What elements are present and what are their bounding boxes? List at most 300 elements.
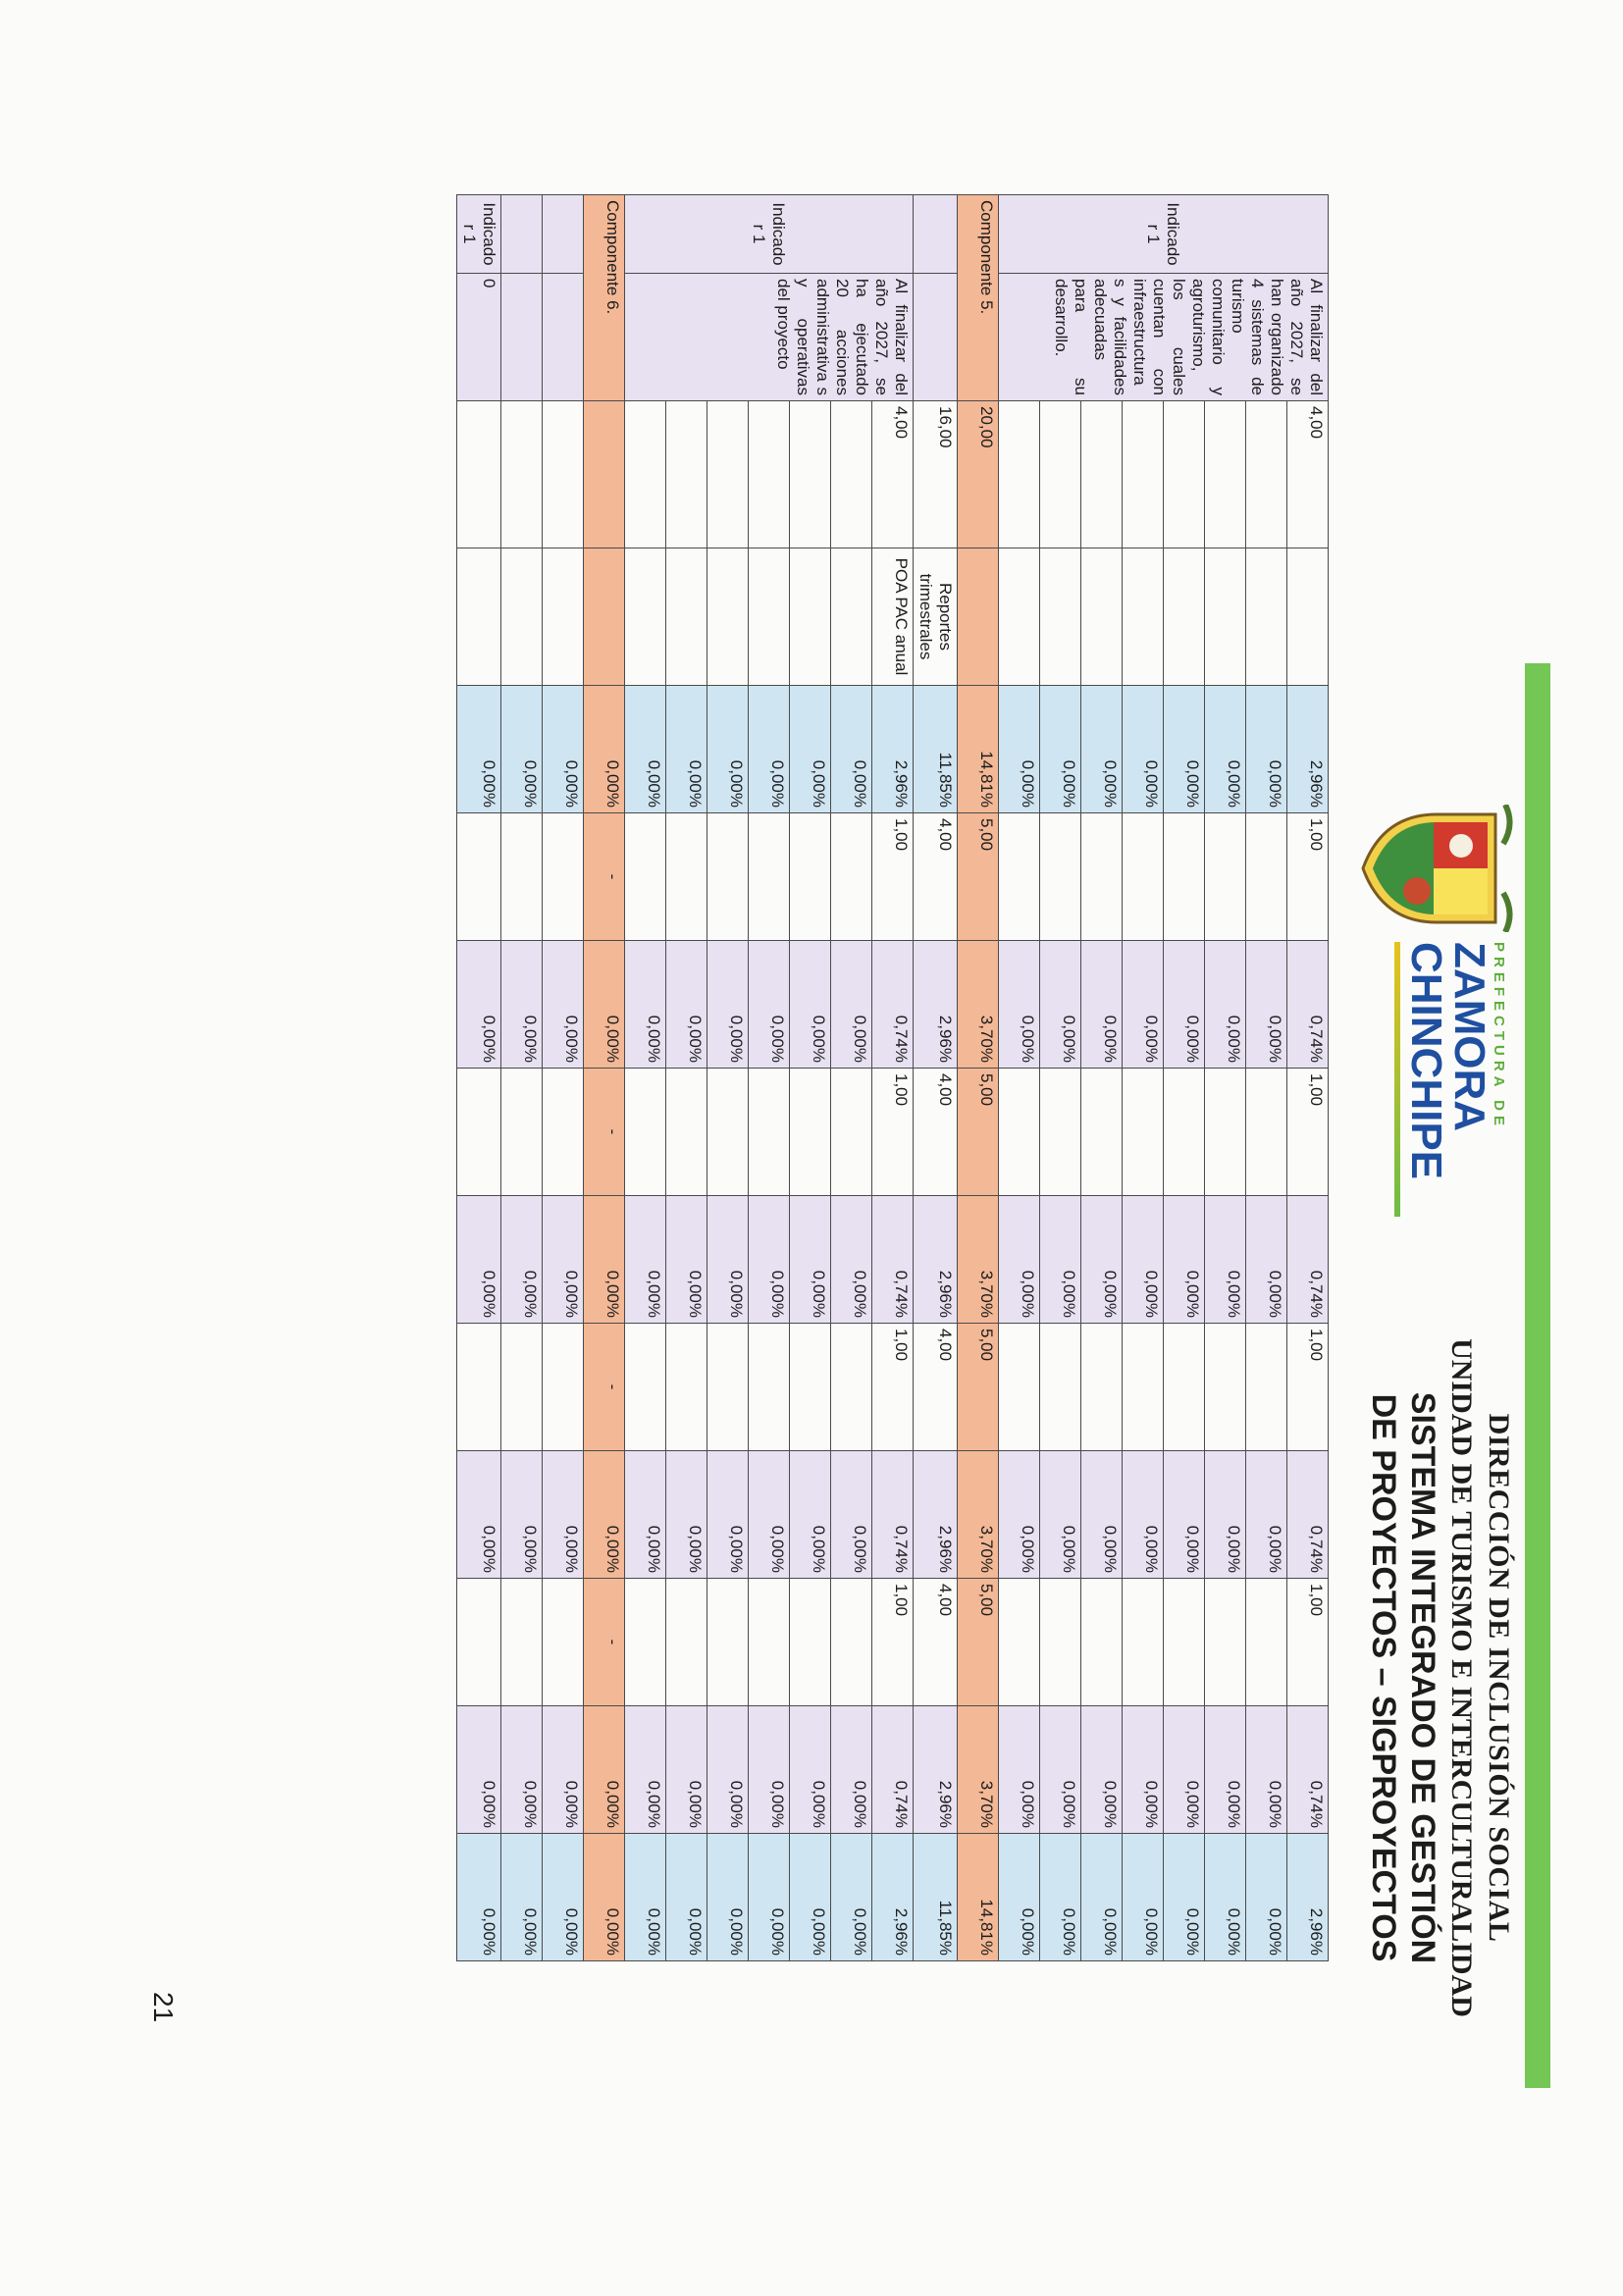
goal-value: 20,00 — [958, 401, 999, 548]
quantity-year-1 — [999, 813, 1040, 941]
percent-year-3: 0,00% — [749, 1196, 790, 1324]
quantity-year-4 — [1205, 1579, 1246, 1706]
percent-total: 0,00% — [999, 1834, 1040, 1961]
quantity-year-3 — [457, 1324, 501, 1451]
header-direction: DIRECCIÓN DE INCLUSIÓN SOCIAL — [1483, 1413, 1515, 1943]
goal-value — [501, 401, 543, 548]
goal-value: 16,00 — [914, 401, 958, 548]
percent-year-3: 0,00% — [625, 1196, 666, 1324]
percent-year-4: 0,74% — [872, 1451, 914, 1579]
quantity-year-1: 1,00 — [1287, 813, 1329, 941]
percent-year-5: 0,00% — [543, 1706, 584, 1834]
percent-year-4: 0,00% — [790, 1451, 831, 1579]
percent-year-2: 0,74% — [1287, 941, 1329, 1069]
percent-total: 0,00% — [1205, 1834, 1246, 1961]
percent-year-2: 0,00% — [584, 941, 625, 1069]
goal-value — [543, 401, 584, 548]
quantity-year-3 — [790, 1324, 831, 1451]
verification-means — [1287, 548, 1329, 686]
quantity-year-1 — [457, 813, 501, 941]
percent-year-3: 0,00% — [1123, 1196, 1164, 1324]
quantity-year-1: - — [584, 813, 625, 941]
percent-year-3: 0,00% — [1040, 1196, 1081, 1324]
percent-year-4: 0,00% — [1081, 1451, 1123, 1579]
percent-year-2: 0,00% — [457, 941, 501, 1069]
quantity-year-4 — [1040, 1579, 1081, 1706]
goal-value — [1164, 401, 1205, 548]
quantity-year-4: 4,00 — [914, 1579, 958, 1706]
percent-year-5: 2,96% — [914, 1706, 958, 1834]
verification-means — [1205, 548, 1246, 686]
quantity-year-3: 4,00 — [914, 1324, 958, 1451]
quantity-year-3 — [1246, 1324, 1287, 1451]
quantity-year-4 — [501, 1579, 543, 1706]
percent-year-3: 0,00% — [1164, 1196, 1205, 1324]
percent-year-4: 0,00% — [831, 1451, 872, 1579]
empty-cell — [914, 195, 958, 274]
quantity-year-3 — [749, 1324, 790, 1451]
verification-means — [543, 548, 584, 686]
quantity-year-4 — [999, 1579, 1040, 1706]
percent-year-1: 0,00% — [790, 686, 831, 813]
quantity-year-4 — [1164, 1579, 1205, 1706]
verification-means — [584, 548, 625, 686]
percent-year-1: 14,81% — [958, 686, 999, 813]
percent-total: 11,85% — [914, 1834, 958, 1961]
quantity-year-4 — [790, 1579, 831, 1706]
percent-year-3: 0,00% — [543, 1196, 584, 1324]
percent-year-3: 0,00% — [666, 1196, 707, 1324]
percent-total: 0,00% — [666, 1834, 707, 1961]
goal-value: 4,00 — [872, 401, 914, 548]
document-header — [1350, 1276, 1517, 2080]
percent-year-4: 0,00% — [1205, 1451, 1246, 1579]
percent-year-3: 0,74% — [872, 1196, 914, 1324]
quantity-year-2 — [999, 1069, 1040, 1196]
header-system: SISTEMA INTEGRADO DE GESTIÓN — [1404, 1391, 1441, 1964]
percent-year-1: 2,96% — [872, 686, 914, 813]
percent-year-3: 0,00% — [1205, 1196, 1246, 1324]
empty-cell — [543, 274, 584, 401]
percent-year-5: 0,00% — [1246, 1706, 1287, 1834]
percent-year-3: 0,00% — [707, 1196, 749, 1324]
quantity-year-3 — [831, 1324, 872, 1451]
percent-year-1: 0,00% — [1081, 686, 1123, 813]
percent-year-4: 2,96% — [914, 1451, 958, 1579]
percent-year-5: 0,00% — [1081, 1706, 1123, 1834]
percent-year-5: 0,00% — [584, 1706, 625, 1834]
percent-total: 0,00% — [1040, 1834, 1081, 1961]
percent-year-5: 0,00% — [501, 1706, 543, 1834]
quantity-year-1 — [1040, 813, 1081, 941]
percent-total: 14,81% — [958, 1834, 999, 1961]
quantity-year-3 — [1205, 1324, 1246, 1451]
logo-name-zamora: ZAMORA — [1445, 942, 1493, 1132]
quantity-year-1 — [1205, 813, 1246, 941]
quantity-year-1 — [707, 813, 749, 941]
quantity-year-2 — [1040, 1069, 1081, 1196]
table-row — [666, 195, 707, 1961]
quantity-year-3 — [501, 1324, 543, 1451]
indicator-description: 0 — [457, 274, 501, 401]
verification-means — [999, 548, 1040, 686]
quantity-year-3: 1,00 — [872, 1324, 914, 1451]
quantity-year-1 — [501, 813, 543, 941]
quantity-year-1 — [666, 813, 707, 941]
quantity-year-2 — [1081, 1069, 1123, 1196]
quantity-year-1 — [749, 813, 790, 941]
percent-year-1: 0,00% — [1123, 686, 1164, 813]
percent-year-4: 0,00% — [457, 1451, 501, 1579]
indicator-table — [456, 194, 1329, 1961]
table-row — [625, 195, 666, 1961]
logo-name-chinchipe: CHINCHIPE — [1402, 942, 1450, 1180]
percent-year-3: 2,96% — [914, 1196, 958, 1324]
percent-year-4: 0,00% — [543, 1451, 584, 1579]
goal-value — [1040, 401, 1081, 548]
percent-year-4: 0,74% — [1287, 1451, 1329, 1579]
quantity-year-3 — [1040, 1324, 1081, 1451]
quantity-year-2 — [707, 1069, 749, 1196]
percent-year-4: 0,00% — [625, 1451, 666, 1579]
percent-year-1: 0,00% — [584, 686, 625, 813]
percent-year-4: 0,00% — [999, 1451, 1040, 1579]
quantity-year-2 — [1164, 1069, 1205, 1196]
quantity-year-4 — [543, 1579, 584, 1706]
verification-means — [707, 548, 749, 686]
percent-year-4: 0,00% — [666, 1451, 707, 1579]
percent-total: 0,00% — [790, 1834, 831, 1961]
goal-value — [749, 401, 790, 548]
quantity-year-4 — [831, 1579, 872, 1706]
percent-year-2: 0,00% — [543, 941, 584, 1069]
goal-value — [831, 401, 872, 548]
percent-year-1: 0,00% — [749, 686, 790, 813]
indicator-label: Indicado r 1 — [457, 195, 501, 274]
percent-year-5: 0,74% — [1287, 1706, 1329, 1834]
quantity-year-3 — [1164, 1324, 1205, 1451]
verification-means — [1081, 548, 1123, 686]
component-row — [958, 195, 999, 1961]
quantity-year-4: 5,00 — [958, 1579, 999, 1706]
goal-value — [999, 401, 1040, 548]
coat-of-arms-icon — [1358, 805, 1515, 932]
percent-year-2: 0,00% — [666, 941, 707, 1069]
quantity-year-4 — [666, 1579, 707, 1706]
percent-year-2: 0,00% — [1246, 941, 1287, 1069]
percent-year-1: 0,00% — [1246, 686, 1287, 813]
green-header-bar — [1525, 663, 1550, 2088]
quantity-year-2 — [749, 1069, 790, 1196]
percent-year-2: 0,00% — [831, 941, 872, 1069]
quantity-year-2 — [1246, 1069, 1287, 1196]
logo-underline — [1394, 942, 1400, 1217]
goal-value — [1123, 401, 1164, 548]
quantity-year-2 — [790, 1069, 831, 1196]
quantity-year-3: - — [584, 1324, 625, 1451]
percent-total: 0,00% — [749, 1834, 790, 1961]
quantity-year-2 — [457, 1069, 501, 1196]
table-row — [790, 195, 831, 1961]
percent-total: 0,00% — [707, 1834, 749, 1961]
verification-means — [457, 548, 501, 686]
quantity-year-3 — [999, 1324, 1040, 1451]
page-number: 21 — [148, 1992, 179, 2023]
percent-total: 2,96% — [1287, 1834, 1329, 1961]
quantity-year-2 — [666, 1069, 707, 1196]
quantity-year-2: 5,00 — [958, 1069, 999, 1196]
percent-year-1: 0,00% — [707, 686, 749, 813]
header-unit: UNIDAD DE TURISMO E INTERCULTURALIDAD — [1445, 1338, 1478, 2017]
percent-year-3: 0,00% — [501, 1196, 543, 1324]
quantity-year-1 — [1164, 813, 1205, 941]
percent-year-4: 0,00% — [1246, 1451, 1287, 1579]
percent-year-4: 0,00% — [501, 1451, 543, 1579]
indicator-description: Al finalizar del año 2027, se han organizado 4 sistemas de turismo comunitario y agroturismo, los cuales cuentan con infraestructura s y facilidades adecuadas para su desarrollo. — [999, 274, 1329, 401]
table-row — [1123, 195, 1164, 1961]
percent-year-1: 11,85% — [914, 686, 958, 813]
table-row — [914, 195, 958, 1961]
percent-year-1: 0,00% — [543, 686, 584, 813]
table-row — [1081, 195, 1123, 1961]
table-row — [543, 195, 584, 1961]
percent-total: 0,00% — [501, 1834, 543, 1961]
table-row — [1205, 195, 1246, 1961]
percent-total: 0,00% — [584, 1834, 625, 1961]
quantity-year-2 — [1123, 1069, 1164, 1196]
verification-means — [666, 548, 707, 686]
goal-value — [584, 401, 625, 548]
quantity-year-3 — [543, 1324, 584, 1451]
percent-total: 0,00% — [1246, 1834, 1287, 1961]
percent-year-5: 0,00% — [749, 1706, 790, 1834]
percent-year-3: 3,70% — [958, 1196, 999, 1324]
percent-year-3: 0,00% — [790, 1196, 831, 1324]
verification-means — [958, 548, 999, 686]
quantity-year-1 — [831, 813, 872, 941]
percent-total: 0,00% — [457, 1834, 501, 1961]
verification-means — [790, 548, 831, 686]
indicator-label: Indicado r 1 — [625, 195, 914, 274]
table-row — [999, 195, 1040, 1961]
goal-value: 4,00 — [1287, 401, 1329, 548]
percent-year-2: 2,96% — [914, 941, 958, 1069]
verification-means — [625, 548, 666, 686]
quantity-year-3 — [666, 1324, 707, 1451]
percent-year-5: 0,00% — [625, 1706, 666, 1834]
empty-cell — [543, 195, 584, 274]
percent-year-1: 0,00% — [999, 686, 1040, 813]
quantity-year-3 — [1081, 1324, 1123, 1451]
verification-means — [831, 548, 872, 686]
goal-value — [457, 401, 501, 548]
quantity-year-1 — [1246, 813, 1287, 941]
percent-year-4: 0,00% — [1040, 1451, 1081, 1579]
percent-year-1: 0,00% — [831, 686, 872, 813]
percent-year-5: 0,00% — [457, 1706, 501, 1834]
quantity-year-3 — [625, 1324, 666, 1451]
percent-total: 0,00% — [1164, 1834, 1205, 1961]
percent-year-2: 0,74% — [872, 941, 914, 1069]
verification-means — [1040, 548, 1081, 686]
table-row — [831, 195, 872, 1961]
percent-year-2: 0,00% — [790, 941, 831, 1069]
percent-year-2: 0,00% — [1081, 941, 1123, 1069]
header-system-2: DE PROYECTOS – SIGPROYECTOS — [1365, 1393, 1402, 1962]
percent-total: 0,00% — [1123, 1834, 1164, 1961]
percent-year-5: 0,00% — [831, 1706, 872, 1834]
goal-value — [707, 401, 749, 548]
quantity-year-4 — [1123, 1579, 1164, 1706]
quantity-year-4 — [1246, 1579, 1287, 1706]
percent-year-5: 0,00% — [999, 1706, 1040, 1834]
percent-year-3: 0,00% — [457, 1196, 501, 1324]
quantity-year-4 — [625, 1579, 666, 1706]
percent-year-2: 0,00% — [1040, 941, 1081, 1069]
percent-year-2: 0,00% — [999, 941, 1040, 1069]
table-row — [1246, 195, 1287, 1961]
percent-year-2: 0,00% — [707, 941, 749, 1069]
table-row — [501, 195, 543, 1961]
percent-year-1: 0,00% — [1205, 686, 1246, 813]
percent-year-4: 0,00% — [1164, 1451, 1205, 1579]
percent-year-5: 0,00% — [1164, 1706, 1205, 1834]
quantity-year-1: 1,00 — [872, 813, 914, 941]
quantity-year-2: 1,00 — [1287, 1069, 1329, 1196]
percent-year-2: 0,00% — [749, 941, 790, 1069]
percent-year-2: 0,00% — [625, 941, 666, 1069]
percent-year-4: 3,70% — [958, 1451, 999, 1579]
percent-year-3: 0,00% — [584, 1196, 625, 1324]
verification-means: POA PAC anual — [872, 548, 914, 686]
percent-year-5: 0,00% — [707, 1706, 749, 1834]
verification-means — [749, 548, 790, 686]
percent-total: 0,00% — [831, 1834, 872, 1961]
verification-means — [1123, 548, 1164, 686]
quantity-year-3 — [707, 1324, 749, 1451]
percent-year-5: 0,00% — [1123, 1706, 1164, 1834]
goal-value — [1081, 401, 1123, 548]
quantity-year-2 — [543, 1069, 584, 1196]
logo-prefix: PREFECTURA DE — [1491, 942, 1507, 1130]
quantity-year-1 — [790, 813, 831, 941]
quantity-year-4: - — [584, 1579, 625, 1706]
percent-year-1: 0,00% — [1040, 686, 1081, 813]
component-row — [584, 195, 625, 1961]
quantity-year-1 — [625, 813, 666, 941]
quantity-year-4 — [749, 1579, 790, 1706]
percent-year-3: 0,00% — [1081, 1196, 1123, 1324]
percent-total: 0,00% — [625, 1834, 666, 1961]
percent-year-5: 0,00% — [1205, 1706, 1246, 1834]
component-label: Componente 5. — [958, 195, 999, 401]
percent-year-1: 0,00% — [1164, 686, 1205, 813]
quantity-year-4 — [1081, 1579, 1123, 1706]
quantity-year-4: 1,00 — [872, 1579, 914, 1706]
percent-year-4: 0,00% — [749, 1451, 790, 1579]
percent-year-2: 0,00% — [501, 941, 543, 1069]
prefectura-logo — [1348, 805, 1515, 1226]
quantity-year-1: 4,00 — [914, 813, 958, 941]
quantity-year-2 — [501, 1069, 543, 1196]
percent-year-4: 0,00% — [1123, 1451, 1164, 1579]
percent-year-3: 0,00% — [999, 1196, 1040, 1324]
quantity-year-4 — [457, 1579, 501, 1706]
goal-value — [1205, 401, 1246, 548]
percent-total: 0,00% — [1081, 1834, 1123, 1961]
percent-year-5: 0,00% — [1040, 1706, 1081, 1834]
quantity-year-2 — [1205, 1069, 1246, 1196]
percent-year-5: 0,00% — [666, 1706, 707, 1834]
quantity-year-2: 1,00 — [872, 1069, 914, 1196]
quantity-year-1 — [1123, 813, 1164, 941]
goal-value — [1246, 401, 1287, 548]
percent-year-3: 0,74% — [1287, 1196, 1329, 1324]
goal-value — [625, 401, 666, 548]
percent-year-2: 0,00% — [1205, 941, 1246, 1069]
quantity-year-3: 1,00 — [1287, 1324, 1329, 1451]
table-row — [1287, 195, 1329, 1961]
percent-year-3: 0,00% — [1246, 1196, 1287, 1324]
quantity-year-2 — [831, 1069, 872, 1196]
quantity-year-4: 1,00 — [1287, 1579, 1329, 1706]
quantity-year-3 — [1123, 1324, 1164, 1451]
percent-year-1: 2,96% — [1287, 686, 1329, 813]
quantity-year-4 — [707, 1579, 749, 1706]
goal-value — [666, 401, 707, 548]
quantity-year-2 — [625, 1069, 666, 1196]
percent-year-1: 0,00% — [457, 686, 501, 813]
percent-total: 2,96% — [872, 1834, 914, 1961]
quantity-year-1 — [1081, 813, 1123, 941]
quantity-year-3: 5,00 — [958, 1324, 999, 1451]
table-row — [872, 195, 914, 1961]
goal-value — [790, 401, 831, 548]
percent-year-1: 0,00% — [625, 686, 666, 813]
percent-total: 0,00% — [543, 1834, 584, 1961]
percent-year-2: 0,00% — [1123, 941, 1164, 1069]
percent-year-5: 3,70% — [958, 1706, 999, 1834]
table-row — [1040, 195, 1081, 1961]
indicator-label: Indicado r 1 — [999, 195, 1329, 274]
verification-means — [1164, 548, 1205, 686]
empty-cell — [501, 195, 543, 274]
percent-year-5: 0,74% — [872, 1706, 914, 1834]
verification-means — [501, 548, 543, 686]
quantity-year-1 — [543, 813, 584, 941]
table-row — [749, 195, 790, 1961]
quantity-year-2: 4,00 — [914, 1069, 958, 1196]
quantity-year-2: - — [584, 1069, 625, 1196]
verification-means — [1246, 548, 1287, 686]
table-row — [457, 195, 501, 1961]
percent-year-5: 0,00% — [790, 1706, 831, 1834]
percent-year-2: 3,70% — [958, 941, 999, 1069]
percent-year-1: 0,00% — [666, 686, 707, 813]
table-row — [707, 195, 749, 1961]
percent-year-4: 0,00% — [707, 1451, 749, 1579]
percent-year-1: 0,00% — [501, 686, 543, 813]
percent-year-2: 0,00% — [1164, 941, 1205, 1069]
empty-cell — [501, 274, 543, 401]
empty-cell — [914, 274, 958, 401]
indicator-description: Al finalizar del año 2027, se ha ejecutado 20 acciones administrativa s y operativas del proyecto — [625, 274, 914, 401]
table-row — [1164, 195, 1205, 1961]
verification-means: Reportes trimestrales — [914, 548, 958, 686]
component-label: Componente 6. — [584, 195, 625, 401]
percent-year-3: 0,00% — [831, 1196, 872, 1324]
quantity-year-1: 5,00 — [958, 813, 999, 941]
